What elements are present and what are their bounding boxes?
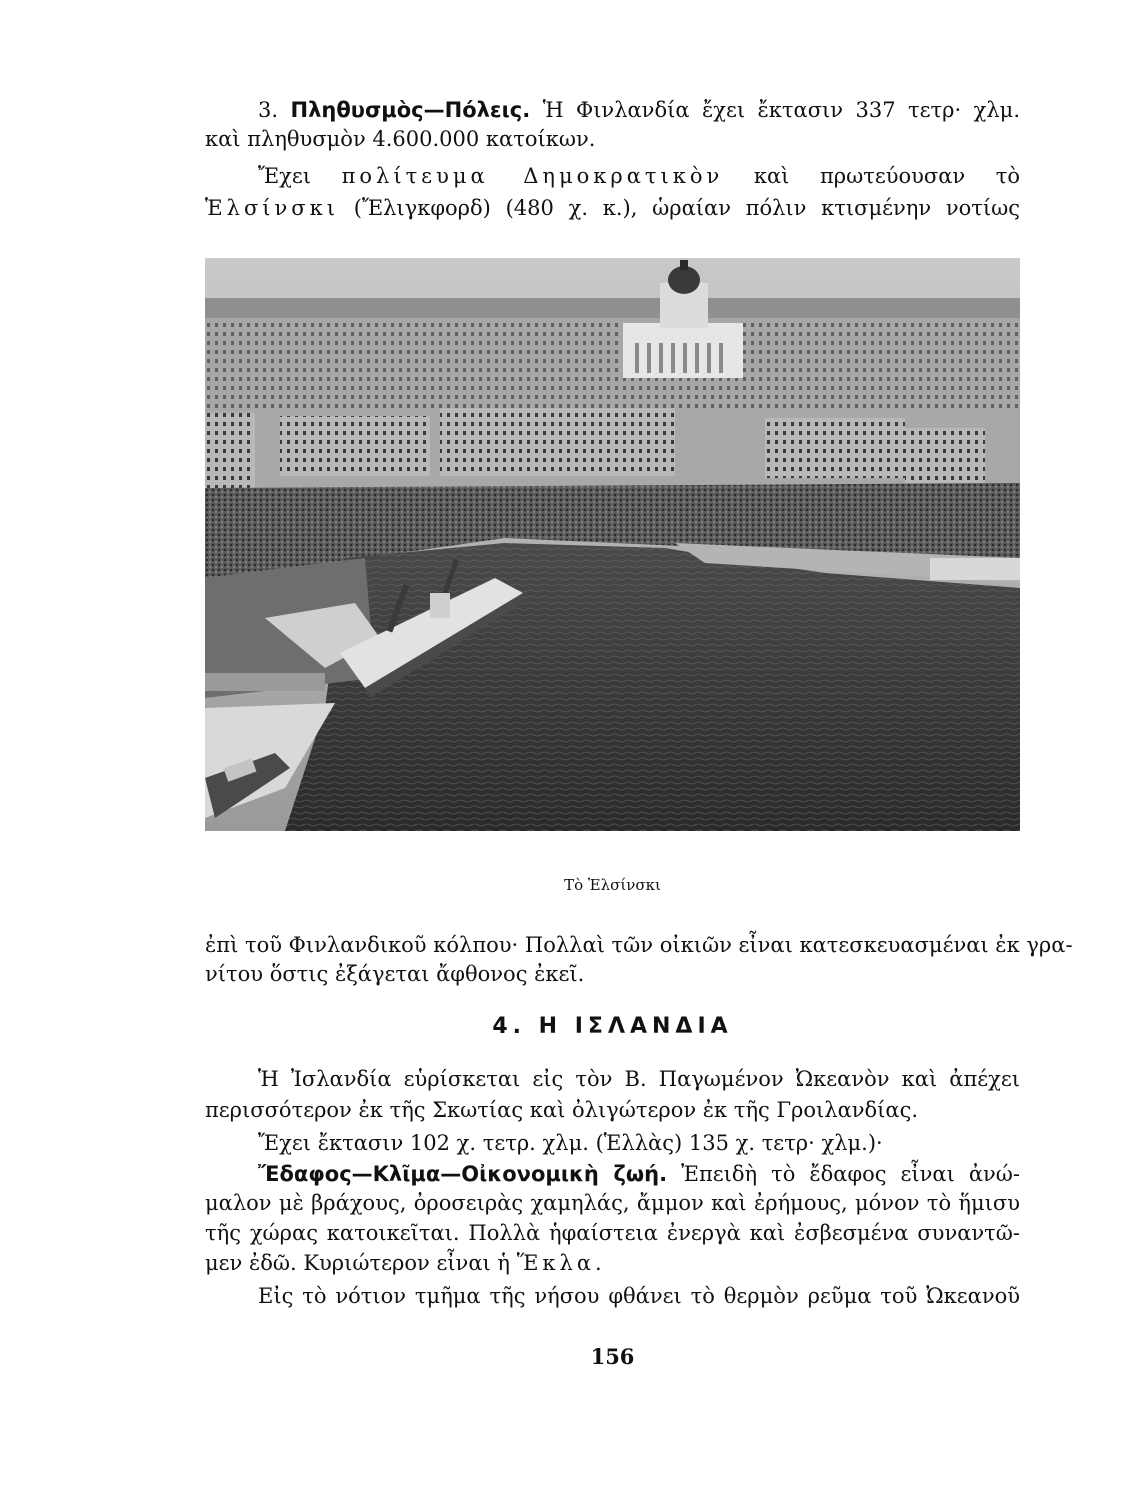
text-span: Ἡ Φινλανδία ἔχει ἔκτασιν 337 τετρ· χλμ. bbox=[542, 98, 1020, 122]
spaced-text: πολίτευμα Δημοκρατικὸν bbox=[341, 164, 724, 188]
section4-p4-line1: Εἰς τὸ νότιον τμῆμα τῆς νήσου φθάνει τὸ θερμὸν ρεῦμα τοῦ Ὠκεανοῦ bbox=[258, 1284, 1020, 1308]
text-span: Ἐπειδὴ τὸ ἔδαφος εἶναι ἀνώ- bbox=[681, 1162, 1020, 1186]
harbor-photo bbox=[205, 258, 1020, 831]
spaced-text: Ἑλσίνσκι bbox=[205, 196, 340, 220]
section4-title: 4. Η ΙΣΛΑΝΔΙΑ bbox=[492, 1014, 733, 1039]
text-span: καὶ πρωτεύουσαν τὸ bbox=[753, 164, 1020, 188]
section4-p2-line1: Ἔχει ἔκτασιν 102 χ. τετρ. χλμ. (Ἑλλὰς) 135 χ. τετρ· χλμ.)· bbox=[258, 1131, 883, 1155]
section3-line4 bbox=[205, 195, 1020, 221]
page-number: 156 bbox=[590, 1344, 635, 1369]
subsection-heading: Ἔδαφος—Κλῖμα—Οἰκονομικὴ ζωή. bbox=[258, 1162, 668, 1186]
section-heading: Πληθυσμὸς—Πόλεις. bbox=[290, 98, 531, 122]
para-after-line2: νίτου ὅστις ἐξάγεται ἄφθονος ἐκεῖ. bbox=[205, 962, 585, 986]
section4-p3-line1 bbox=[258, 1161, 1020, 1187]
section4-p1-line1: Ἡ Ἰσλανδία εὑρίσκεται εἰς τὸν Β. Παγωμένον Ὠκεανὸν καὶ ἀπέχει bbox=[258, 1067, 1020, 1091]
section4-p3-line4 bbox=[205, 1250, 1020, 1276]
text-span: Ἔχει bbox=[258, 164, 312, 188]
section3-line1 bbox=[258, 97, 1020, 123]
text-span: μεν ἐδῶ. Κυριώτερον εἶναι ἡ bbox=[205, 1251, 510, 1275]
harbor-photo-illustration bbox=[205, 258, 1020, 831]
section-number: 3. bbox=[258, 98, 279, 122]
photo-caption: Τὸ Ἑλσίνσκι bbox=[564, 876, 661, 894]
text-span: (Ἔλιγκφορδ) (480 χ. κ.), ὡραίαν πόλιν κτισμένην νοτίως bbox=[353, 196, 1020, 220]
section4-p1-line2: περισσότερον ἐκ τῆς Σκωτίας καὶ ὀλιγώτερον ἐκ τῆς Γροιλανδίας. bbox=[205, 1098, 919, 1122]
section3-line3 bbox=[258, 163, 1020, 189]
section4-p3-line2: μαλον μὲ βράχους, ὀροσειρὰς χαμηλάς, ἄμμον καὶ ἐρήμους, μόνον τὸ ἥμισυ bbox=[205, 1191, 1020, 1215]
spaced-text: Ἕκλα. bbox=[516, 1251, 606, 1275]
para-after-line1: ἐπὶ τοῦ Φινλανδικοῦ κόλπου· Πολλαὶ τῶν οἰκιῶν εἶναι κατεσκευασμέναι ἐκ γρα- bbox=[205, 933, 1073, 957]
section3-line2: καὶ πληθυσμὸν 4.600.000 κατοίκων. bbox=[205, 127, 596, 151]
section4-p3-line3: τῆς χώρας κατοικεῖται. Πολλὰ ἡφαίστεια ἐνεργὰ καὶ ἐσβεσμένα συναντῶ- bbox=[205, 1221, 1020, 1245]
